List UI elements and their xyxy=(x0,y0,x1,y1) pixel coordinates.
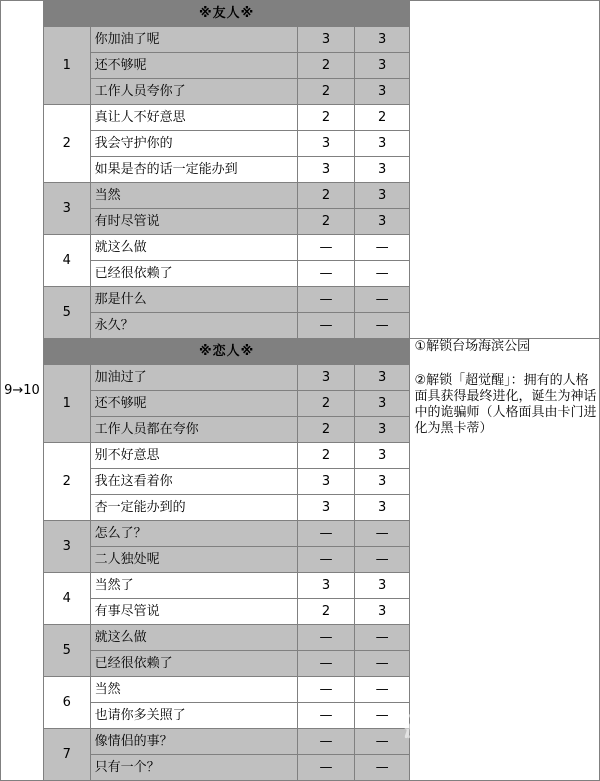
answer-option: 还不够呢 xyxy=(90,53,298,79)
points-value-1: 2 xyxy=(298,79,355,105)
answer-option: 就这么做 xyxy=(90,625,298,651)
points-value-1: — xyxy=(298,235,355,261)
points-value-1: 2 xyxy=(298,53,355,79)
answer-option: 只有一个？ xyxy=(90,755,298,781)
points-value-2: — xyxy=(354,729,410,755)
points-value-1: 2 xyxy=(298,209,355,235)
points-value-1: — xyxy=(298,287,355,313)
points-value-2: — xyxy=(354,547,410,573)
points-value-1: — xyxy=(298,755,355,781)
answer-option: 加油过了 xyxy=(90,365,298,391)
answer-option: 当然 xyxy=(90,183,298,209)
points-value-1: 3 xyxy=(298,573,355,599)
points-value-1: — xyxy=(298,677,355,703)
question-number: 3 xyxy=(43,521,90,573)
points-value-2: 3 xyxy=(354,157,410,183)
points-value-2: 3 xyxy=(354,131,410,157)
answer-option: 那是什么 xyxy=(90,287,298,313)
question-number: 7 xyxy=(43,729,90,781)
points-value-1: — xyxy=(298,625,355,651)
question-number: 3 xyxy=(43,183,90,235)
answer-option: 别不好意思 xyxy=(90,443,298,469)
points-value-2: 3 xyxy=(354,417,410,443)
points-value-1: 2 xyxy=(298,105,355,131)
answer-option: 已经很依赖了 xyxy=(90,261,298,287)
points-value-2: 3 xyxy=(354,443,410,469)
points-value-2: 2 xyxy=(354,105,410,131)
answer-option: 也请你多关照了 xyxy=(90,703,298,729)
points-value-1: 2 xyxy=(298,417,355,443)
points-value-2: 3 xyxy=(354,469,410,495)
points-value-2: 3 xyxy=(354,365,410,391)
answer-option: 我在这看着你 xyxy=(90,469,298,495)
points-value-1: 3 xyxy=(298,157,355,183)
points-value-2: — xyxy=(354,625,410,651)
points-value-2: — xyxy=(354,261,410,287)
answer-option: 像情侣的事？ xyxy=(90,729,298,755)
answer-option: 工作人员夸你了 xyxy=(90,79,298,105)
points-value-1: — xyxy=(298,547,355,573)
points-value-2: — xyxy=(354,313,410,339)
answer-option: 就这么做 xyxy=(90,235,298,261)
points-value-1: 2 xyxy=(298,443,355,469)
watermark: 游民攻略组 xyxy=(402,704,582,744)
points-value-1: 2 xyxy=(298,599,355,625)
points-value-1: 3 xyxy=(298,365,355,391)
points-value-2: 3 xyxy=(354,573,410,599)
friend-header-row xyxy=(1,1,600,27)
points-value-1: — xyxy=(298,261,355,287)
answer-option: 有事尽管说 xyxy=(90,599,298,625)
points-value-2: — xyxy=(354,703,410,729)
points-value-1: 3 xyxy=(298,27,355,53)
question-number: 5 xyxy=(43,625,90,677)
points-value-2: — xyxy=(354,287,410,313)
notes-column xyxy=(410,1,600,339)
friend-section-header: ※友人※ xyxy=(43,1,410,27)
points-value-2: — xyxy=(354,677,410,703)
answer-option: 二人独处呢 xyxy=(90,547,298,573)
answer-option: 我会守护你的 xyxy=(90,131,298,157)
note-unlock-awakening: ②解锁「超觉醒」：拥有的人格面具获得最终进化，诞生为神话中的诡骗师（人格面具由卡门进化为黑卡蒂） xyxy=(414,373,597,436)
points-value-2: — xyxy=(354,651,410,677)
points-value-2: 3 xyxy=(354,53,410,79)
answer-option: 有时尽管说 xyxy=(90,209,298,235)
answer-option: 当然了 xyxy=(90,573,298,599)
points-value-1: 2 xyxy=(298,183,355,209)
points-value-2: — xyxy=(354,235,410,261)
points-value-1: 2 xyxy=(298,391,355,417)
points-value-1: — xyxy=(298,729,355,755)
notes-column-lover xyxy=(410,339,600,781)
question-number: 4 xyxy=(43,235,90,287)
answer-option: 真让人不好意思 xyxy=(90,105,298,131)
question-number: 1 xyxy=(43,27,90,105)
answer-option: 当然 xyxy=(90,677,298,703)
points-value-1: — xyxy=(298,651,355,677)
points-value-2: 3 xyxy=(354,495,410,521)
question-number: 4 xyxy=(43,573,90,625)
question-number: 2 xyxy=(43,443,90,521)
points-value-2: — xyxy=(354,755,410,781)
points-value-2: 3 xyxy=(354,79,410,105)
points-value-1: 3 xyxy=(298,469,355,495)
points-value-1: — xyxy=(298,313,355,339)
points-value-2: — xyxy=(354,521,410,547)
answer-option: 你加油了呢 xyxy=(90,27,298,53)
question-number: 2 xyxy=(43,105,90,183)
answer-option: 还不够呢 xyxy=(90,391,298,417)
points-value-2: 3 xyxy=(354,27,410,53)
answer-option: 怎么了？ xyxy=(90,521,298,547)
points-value-1: — xyxy=(298,521,355,547)
points-value-2: 3 xyxy=(354,183,410,209)
lover-section-header: ※恋人※ xyxy=(43,339,410,365)
answer-option: 如果是杏的话一定能办到 xyxy=(90,157,298,183)
points-value-1: — xyxy=(298,703,355,729)
question-number: 5 xyxy=(43,287,90,339)
points-value-2: 3 xyxy=(354,209,410,235)
question-number: 6 xyxy=(43,677,90,729)
answer-option: 永久？ xyxy=(90,313,298,339)
points-value-2: 3 xyxy=(354,599,410,625)
answer-option: 已经很依赖了 xyxy=(90,651,298,677)
points-value-1: 3 xyxy=(298,131,355,157)
note-unlock-park: ①解锁台场海滨公园 xyxy=(414,339,531,354)
points-value-2: 3 xyxy=(354,391,410,417)
points-value-1: 3 xyxy=(298,495,355,521)
answer-option: 杏一定能办到的 xyxy=(90,495,298,521)
answer-option: 工作人员都在夸你 xyxy=(90,417,298,443)
question-number: 1 xyxy=(43,365,90,443)
lover-header-row xyxy=(1,339,600,365)
rank-level: 9→10 xyxy=(1,1,44,781)
